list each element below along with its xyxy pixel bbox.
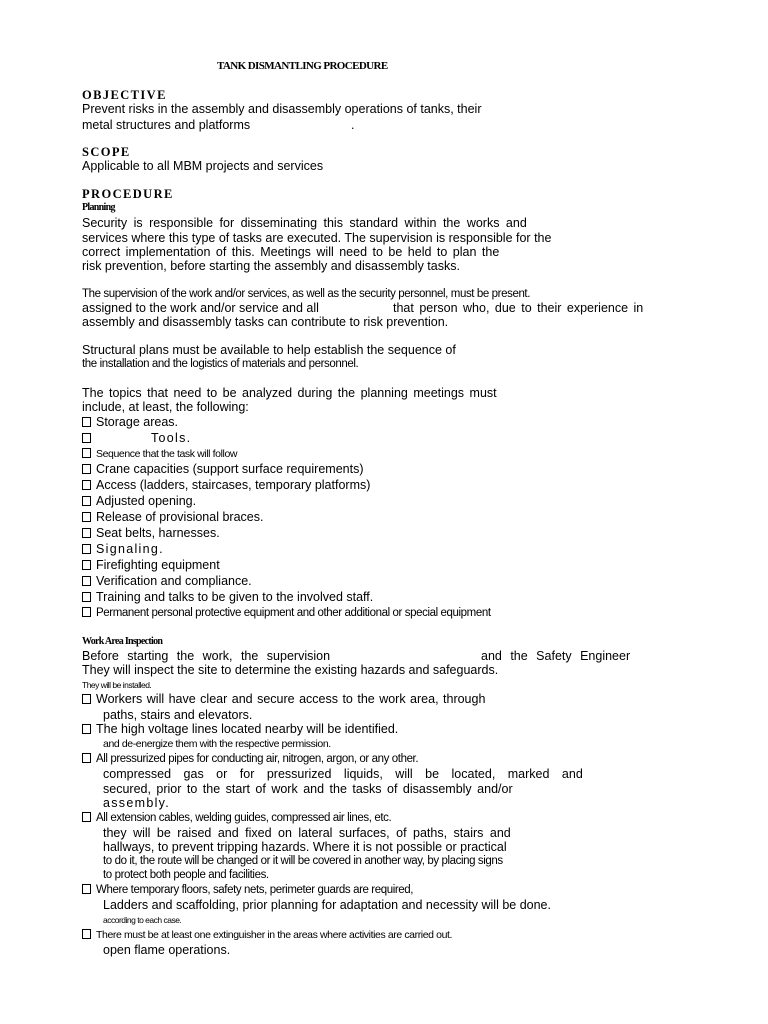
topic-item: Seat belts, harnesses. <box>82 526 220 540</box>
checkbox-icon <box>82 544 91 554</box>
inspection-item: Where temporary floors, safety nets, perimeter guards are required, <box>82 883 413 897</box>
topic-item: Adjusted opening. <box>82 494 196 508</box>
inspection-item: All extension cables, welding guides, compressed air lines, etc. <box>82 811 391 825</box>
topic-item: Firefighting equipment <box>82 558 220 572</box>
checkbox-icon <box>82 512 91 522</box>
checkbox-icon <box>82 464 91 474</box>
checkbox-icon <box>82 929 91 939</box>
checkbox-icon <box>82 528 91 538</box>
topic-item: Tools. <box>82 431 191 445</box>
inspection-item-cont: open flame operations. <box>103 943 231 957</box>
planning-p3-line-1: Structural plans must be available to help establish the sequence of <box>82 343 456 357</box>
scope-text: Applicable to all MBM projects and services <box>82 159 324 173</box>
checkbox-icon <box>82 448 91 458</box>
topic-item: Crane capacities (support surface requirements) <box>82 462 363 476</box>
inspection-item-cont: to protect both people and facilities. <box>103 869 269 881</box>
inspection-item-cont: to do it, the route will be changed or it will be covered in another way, by placing signs <box>103 855 503 867</box>
checkbox-icon <box>82 560 91 570</box>
planning-p4-line-2: include, at least, the following: <box>82 400 249 414</box>
planning-subheading: Planning <box>82 202 115 213</box>
inspection-item: The high voltage lines located nearby will be identified. <box>82 722 398 736</box>
inspection-line-1a: Before starting the work, the supervision <box>82 649 331 663</box>
topic-item: Storage areas. <box>82 415 178 429</box>
checkbox-icon <box>82 724 91 734</box>
checkbox-icon <box>82 480 91 490</box>
inspection-item: Workers will have clear and secure access to the work area, through <box>82 692 485 706</box>
checkbox-icon <box>82 753 91 763</box>
inspection-item-cont: according to each case. <box>103 915 182 925</box>
checkbox-icon <box>82 884 91 894</box>
inspection-item-cont: hallways, to prevent tripping hazards. Where it is not possible or practical <box>103 840 507 854</box>
checkbox-icon <box>82 607 91 617</box>
objective-text-1: Prevent risks in the assembly and disassembly operations of tanks, their <box>82 102 482 116</box>
objective-line-2-dot: . <box>351 118 355 132</box>
inspection-item-cont: paths, stairs and elevators. <box>103 708 253 722</box>
inspection-item-cont: they will be raised and fixed on lateral surfaces, of paths, stairs and <box>103 826 511 840</box>
checkbox-icon <box>82 496 91 506</box>
planning-p2-line-3: assembly and disassembly tasks can contribute to risk prevention. <box>82 315 449 329</box>
inspection-item-cont: Ladders and scaffolding, prior planning for adaptation and necessity will be done. <box>103 898 551 912</box>
topic-item: Verification and compliance. <box>82 574 252 588</box>
inspection-line-1b: and the Safety Engineer <box>481 649 631 663</box>
planning-p1-line-1: Security is responsible for disseminating this standard within the works and <box>82 216 527 230</box>
inspection-item-cont: assembly. <box>103 796 171 810</box>
inspection-item-cont: compressed gas or for pressurized liquids, will be located, marked and <box>103 767 583 781</box>
checkbox-icon <box>82 576 91 586</box>
topic-item: Release of provisional braces. <box>82 510 263 524</box>
inspection-item: All pressurized pipes for conducting air, nitrogen, argon, or any other. <box>82 752 418 766</box>
checkbox-icon <box>82 812 91 822</box>
inspection-item-cont: and de-energize them with the respective permission. <box>103 738 331 750</box>
scope-heading: SCOPE <box>82 145 131 159</box>
planning-p4-line-1: The topics that need to be analyzed during the planning meetings must <box>82 386 497 400</box>
topic-item: Access (ladders, staircases, temporary platforms) <box>82 478 370 492</box>
planning-p1-line-3: correct implementation of this. Meetings will need to be held to plan the <box>82 245 500 259</box>
objective-heading: OBJECTIVE <box>82 88 167 102</box>
planning-p2-line-1: The supervision of the work and/or services, as well as the security personnel, must be present. <box>82 288 531 300</box>
procedure-heading: PROCEDURE <box>82 187 174 201</box>
planning-p3-line-2: the installation and the logistics of materials and personnel. <box>82 358 359 370</box>
objective-line-2: metal structures and platforms <box>82 118 251 132</box>
planning-p1-line-4: risk prevention, before starting the assembly and disassembly tasks. <box>82 259 460 273</box>
checkbox-icon <box>82 417 91 427</box>
inspection-item-cont: secured, prior to the start of work and the tasks of disassembly and/or <box>103 782 513 796</box>
inspection-subheading: Work Area Inspection <box>82 636 163 647</box>
inspection-line-3: They will be installed. <box>82 680 152 690</box>
objective-line-1 <box>82 102 514 116</box>
topic-item: Training and talks to be given to the involved staff. <box>82 590 373 604</box>
checkbox-icon <box>82 592 91 602</box>
document-title: TANK DISMANTLING PROCEDURE <box>217 60 388 72</box>
planning-p1-line-2: services where this type of tasks are executed. The supervision is responsible for the <box>82 231 552 245</box>
topic-item: Signaling. <box>82 542 164 556</box>
topic-item: Permanent personal protective equipment and other additional or special equipment <box>82 606 491 620</box>
inspection-item: There must be at least one extinguisher in the areas where activities are carried out. <box>82 928 452 942</box>
checkbox-icon <box>82 433 91 443</box>
topic-item: Sequence that the task will follow <box>82 447 237 461</box>
checkbox-icon <box>82 694 91 704</box>
planning-p2-line-2a: assigned to the work and/or service and all <box>82 301 319 315</box>
inspection-line-2: They will inspect the site to determine the existing hazards and safeguards. <box>82 663 499 677</box>
planning-p2-line-2b: that person who, due to their experience in <box>393 301 644 315</box>
